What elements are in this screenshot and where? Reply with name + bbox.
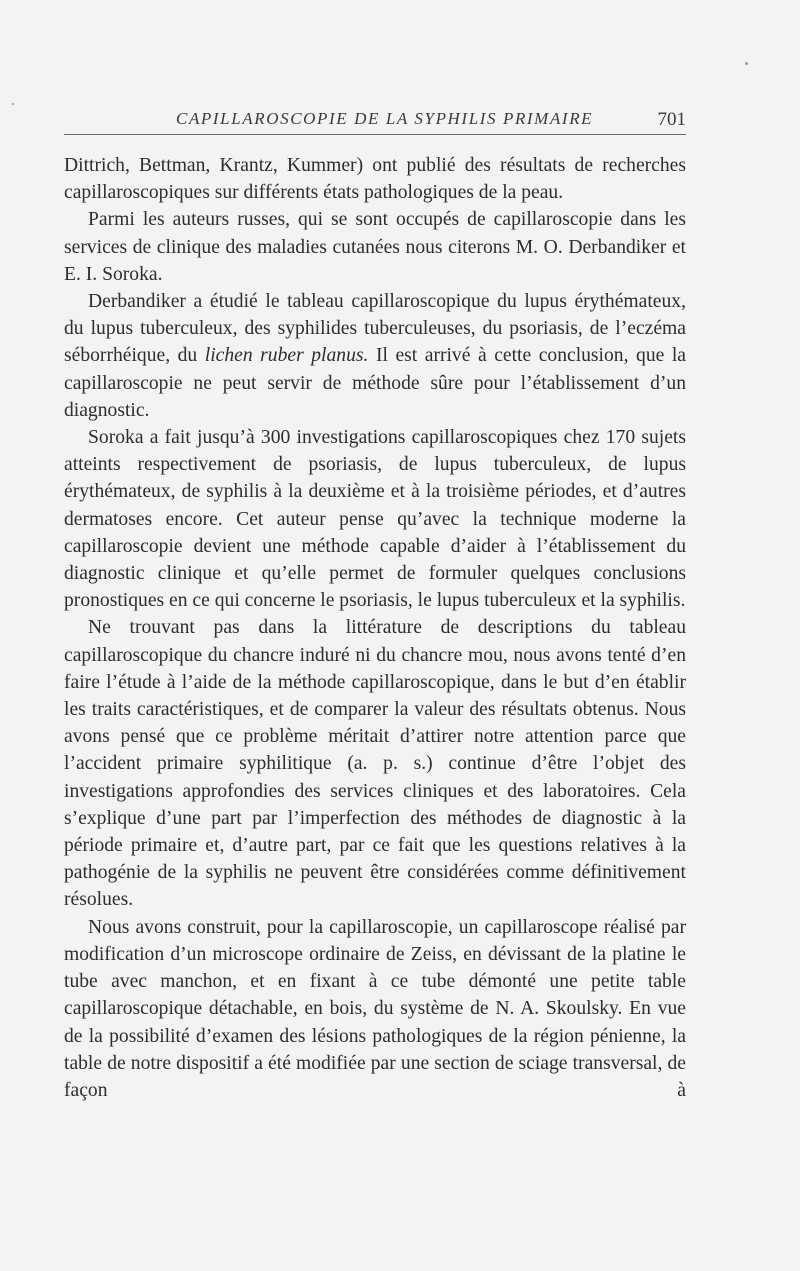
paper-speck [745, 62, 748, 65]
paragraph-2: Parmi les auteurs russes, qui se sont occupés de capillaroscopie dans les services de clinique des maladies cutanées nous citerons M. O. Derbandiker et E. I. Soroka. [64, 209, 686, 285]
paragraph-3-text-after: Il est arrivé à cette conclusion, que la capillaroscopie ne peut servir de méthode sûre pour l’établissement d’un diagnostic. [64, 345, 686, 421]
body-text [64, 152, 686, 1104]
running-title: CAPILLAROSCOPIE DE LA SYPHILIS PRIMAIRE [176, 109, 594, 128]
page-header [64, 106, 686, 136]
paragraph-3-italic-term: lichen ruber planus. [204, 345, 369, 367]
page-number: 701 [657, 109, 686, 130]
paragraph-3-text-before: Derbandiker a étudié le tableau capillaroscopique du lupus érythémateux, du lupus tuberculeux, des syphilides tuberculeuses, du psoriasis, de l’eczéma séborrhéique, du [64, 291, 686, 367]
paragraph-3 [64, 288, 686, 424]
header-rule [64, 134, 686, 135]
paper-speck [12, 103, 14, 105]
paragraph-4: Soroka a fait jusqu’à 300 investigations capillaroscopiques chez 170 sujets atteints respectivement de psoriasis, de lupus tuberculeux, de lupus érythémateux, de syphilis à la deuxième et à la troisième périodes, et d’autres dermatoses encore. Cet auteur pense qu’avec la technique moderne la capillaroscopie devient une méthode capable d’aider à l’établissement du diagnostic clinique et qu’elle permet de formuler quelques conclusions pronostiques en ce qui concerne le psoriasis, le lupus tuberculeux et la syphilis. [64, 427, 686, 612]
paragraph-1: Dittrich, Bettman, Krantz, Kummer) ont publié des résultats de recherches capillaroscopiques sur différents états pathologiques de la peau. [64, 155, 686, 204]
paragraph-6: Nous avons construit, pour la capillaroscopie, un capillaroscope réalisé par modification d’un microscope ordinaire de Zeiss, en dévissant de la platine le tube avec manchon, et en fixant à ce tube démonté une petite table capillaroscopique détachable, en bois, du système de N. A. Skoulsky. En vue de la possibilité d’examen des lésions pathologiques de la région pénienne, la table de notre dispositif a été modifiée par une section de sciage transversal, de façon à [64, 916, 686, 1101]
paragraph-5: Ne trouvant pas dans la littérature de descriptions du tableau capillaroscopique du chancre induré ni du chancre mou, nous avons tenté d’en faire l’étude à l’aide de la méthode capillaroscopique, dans le but d’en établir les traits caractéristiques, et de comparer la valeur des résultats obtenus. Nous avons pensé que ce problème méritait d’attirer notre attention parce que l’accident primaire syphilitique (a. p. s.) continue d’être l’objet des investigations approfondies des services cliniques et des laboratoires. Cela s’explique d’une part par l’imperfection des méthodes de diagnostic à la période primaire et, d’autre part, par ce fait que les questions relatives à la pathogénie de la syphilis ne peuvent être considérées comme définitivement résolues. [64, 617, 686, 911]
